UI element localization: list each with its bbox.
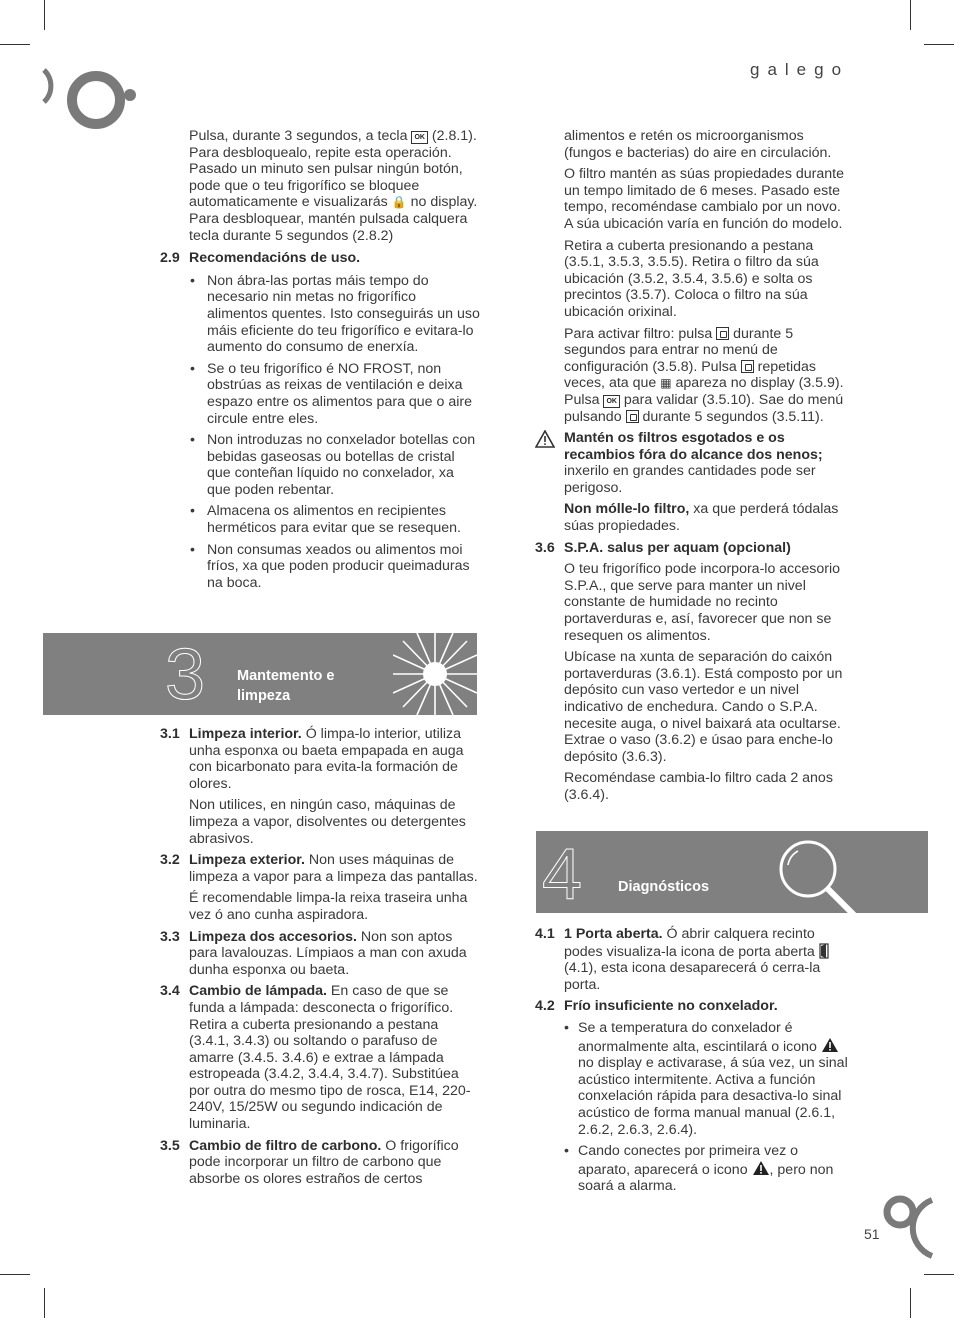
brand-circles-logo [40,60,140,140]
sparkle-icon [393,633,477,715]
section-4-1: 4.1 1 Porta aberta. Ó abrir calquera recinto podes visualiza-la icona de porta aberta (4.1), esta icona desaparecerá ó cerra-la porta. [535,926,850,993]
chapter-3-banner [43,633,477,715]
intro-paragraph: Pulsa, durante 3 segundos, a tecla OK (2.8.1). Para desbloquealo, repite esta operación. Pasado un minuto sen pulsar ningún botón, pode que o teu frigorífico se bloquee automaticamente e visualizarás 🔒 no display. Para desbloquear, mantén pulsada calquera tecla durante 5 segundos (2.8.2) [189,128,478,244]
chapter-number: 4 [542,835,583,913]
crop-mark [44,1288,45,1318]
chapter-4-banner [536,831,928,913]
section-3-2: 3.2 Limpeza exterior. Non uses máquinas de limpeza a vapor para a limpeza das pantallas. [160,852,478,885]
paragraph: É recomendable limpa-la reixa traseira unha vez ó ano cunha aspiradora. [189,890,468,923]
crop-mark [44,0,45,30]
chapter-title: Diagnósticos [618,879,710,895]
list-item: • Se a temperatura do conxelador é anormalmente alta, escintilará o icono no display e activarase, á súa vez, un sinal acústico intermitente. Activa a función conxelación rápida para desactiva-lo sinal acústico de forma manual manual (2.6.1, 2.6.2, 2.6.3, 2.6.4). [578,1020,850,1138]
paragraph: Ubícase na xunta de separación do caixón portaverduras (3.6.1). Está composto por un depósito cun vaso vertedor e un nivel indicativo de enchedura. Cando o S.P.A. necesite auga, o nivel baixará ata ocultarse. Extrae o vaso (3.6.2) e úsao para enche-lo depósito (3.6.3). [564,649,843,765]
open-door-icon [819,943,829,959]
list-item: • Cando conectes por primeira vez o aparato, aparecerá o icono , pero non soará a alarma. [578,1143,850,1195]
list-item: • Non ábra-las portas máis tempo do necesario nin metas no frigorífico alimentos quentes. Isto conseguirás un uso máis eficiente do teu frigorífico e evitara-lo aumento do consumo de enerxía. [207,273,480,356]
menu-key-icon [741,360,754,373]
chapter-number: 3 [165,635,206,715]
section-3-1: 3.1 Limpeza interior. Ó limpa-lo interior, utiliza unha esponxa ou baeta empapada en auga con bicarbonato para evita-la formación de olores. [160,726,464,792]
warning-note: Mantén os filtros esgotados e os recambios fóra do alcance dos nenos; inxerilo en grandes cantidades pode ser perigoso. [535,430,850,496]
paragraph: O filtro mantén as súas propiedades durante un tempo limitado de 6 meses. Pasado este tempo, recoméndase cambialo por un novo. A súa ubicación varía en función do modelo. [564,166,844,232]
left-column-lower [160,726,480,1192]
crop-mark [924,1274,954,1275]
crop-mark [0,44,30,45]
filter-activation-paragraph: Para activar filtro: pulsa durante 5 segundos para entrar no menú de configuración (3.5.8). Pulsa repetidas veces, ata que ▦ apareza no display (3.5.9). Pulsa OK para validar (3.5.10). Sae do menú pulsando durante 5 segundos (3.5.11). [564,325,844,425]
crop-mark [910,1288,911,1318]
crop-mark [0,1274,30,1275]
list-item: • Non consumas xeados ou alimentos moi fríos, xa que poden producir queimaduras na boca. [207,542,480,592]
menu-key-icon [716,327,729,340]
crop-mark [910,0,911,30]
right-column-lower [535,926,850,1200]
chapter-title: Mantemento e limpeza [237,668,335,704]
section-3-3: 3.3 Limpeza dos accesorios. Non son aptos para lavalouzas. Límpiaos a man con axuda dunha esponxa ou baeta. [160,928,467,978]
magnifier-icon [774,839,864,913]
ok-key-icon: OK [411,131,428,144]
section-4-2: 4.2 Frío insuficiente no conxelador. [535,998,778,1015]
ok-key-icon: OK [603,395,620,408]
diagnostics-list [535,1020,850,1195]
recommendations-list [160,273,480,592]
language-label: galego [750,60,850,79]
warning-icon [535,430,555,448]
section-3-6: 3.6 S.P.A. salus per aquam (opcional) [535,539,791,556]
lock-icon: 🔒 [391,195,407,210]
filter-icon: ▦ [660,376,672,391]
paragraph: Non mólle-lo filtro, xa que perderá tódalas súas propiedades. [564,501,839,535]
section-3-5: 3.5 Cambio de filtro de carbono. O frigorífico pode incorporar un filtro de carbono que absorbe os olores estraños de certos [160,1137,459,1187]
right-column [535,128,850,809]
paragraph: O teu frigorífico pode incorpora-lo accesorio S.P.A., que serve para manter un nivel constante de humidade no recinto portaverduras e, así, favorecer que non se resequen os alimentos. [564,561,841,644]
brand-circles-logo [880,1192,954,1262]
left-column [160,128,480,596]
menu-key-icon [626,410,639,423]
crop-mark [924,44,954,45]
alarm-warning-icon [821,1037,839,1053]
section-title: Recomendacións de uso. [189,250,361,267]
section-3-4: 3.4 Cambio de lámpada. En caso de que se funda a lámpada: desconecta o frigorífico. Retira a cuberta presionando a pestana (3.4.1, 3.4.3) ou soltando o parafuso de amarre (3.4.5. 3.4.6) e extrae a lámpada estropeada (3.4.2, 3.4.4, 3.4.7). Substitúea por outra do mesmo tipo de rosca, E14, 220-240V, 15/25W ou segundo indicación de luminaria. [160,983,471,1133]
section-2-9: 2.9 Recomendacións de uso. [160,250,361,267]
paragraph: alimentos e retén os microorganismos (fungos e bacterias) do aire en circulación. [564,128,832,161]
paragraph: Non utilices, en ningún caso, máquinas de limpeza a vapor, disolventes ou detergentes abrasivos. [189,797,466,847]
paragraph: Recoméndase cambia-lo filtro cada 2 anos (3.6.4). [564,770,833,803]
list-item: • Almacena os alimentos en recipientes herméticos para evitar que se resequen. [207,503,480,536]
list-item: • Se o teu frigorífico é NO FROST, non obstrúas as reixas de ventilación e deixa espazo entre os alimentos para que o aire circule entre eles. [207,361,480,427]
paragraph: Retira a cuberta presionando a pestana (3.5.1, 3.5.3, 3.5.5). Retira o filtro da súa ubicación (3.5.2, 3.5.4, 3.5.6) e solta os precintos (3.5.7). Coloca o filtro na súa ubicación orixinal. [564,237,819,320]
alarm-warning-icon [752,1160,770,1176]
list-item: • Non introduzas no conxelador botellas con bebidas gaseosas ou botellas de cristal que conteñan líquido no conxelador, xa que poden rebentar. [207,432,480,498]
page-number: 51 [864,1226,880,1242]
